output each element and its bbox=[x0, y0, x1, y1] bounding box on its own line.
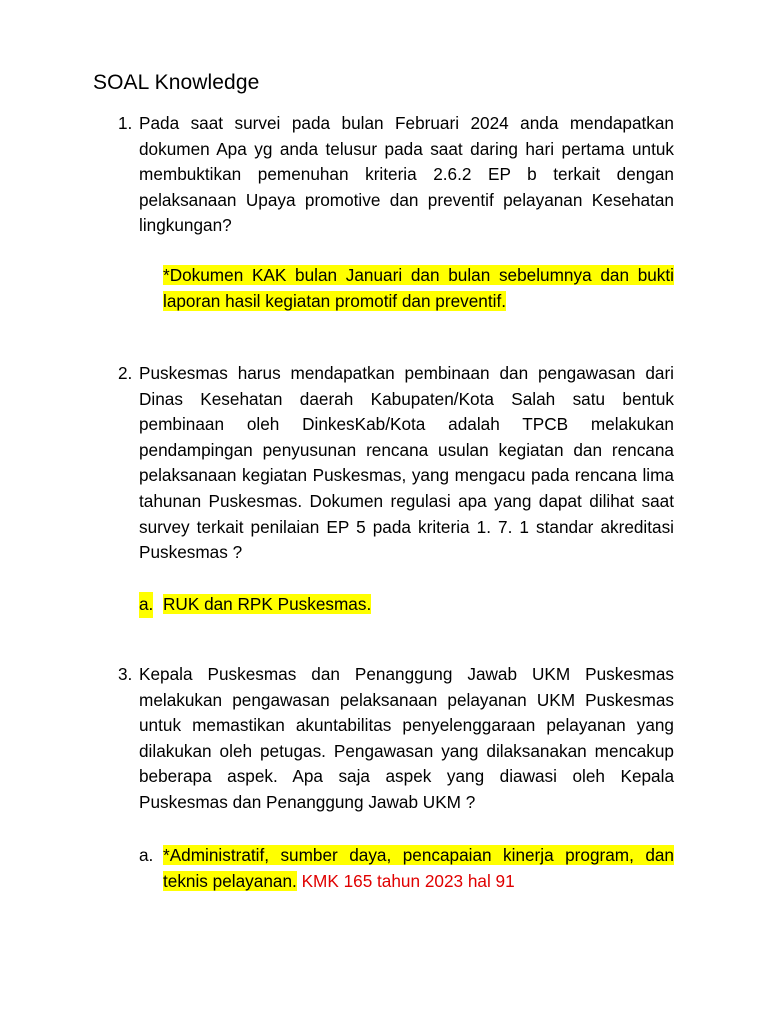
answer-text: RUK dan RPK Puskesmas. bbox=[163, 594, 372, 614]
document-title: SOAL Knowledge bbox=[93, 71, 260, 94]
question-text: Kepala Puskesmas dan Penanggung Jawab UKM Puskesmas melakukan pengawasan pelaksanaan pelayanan UKM Puskesmas untuk memastikan akuntabilitas penyelenggaraan pelayanan yang dilakukan oleh petugas. Pengawasan yang dilaksanakan mencakup beberapa aspek. Apa saja aspek yang diawasi oleh Kepala Puskesmas dan Penanggung Jawab UKM ? bbox=[139, 664, 674, 812]
question-number: 1. bbox=[118, 113, 133, 133]
question-number: 3. bbox=[118, 664, 133, 684]
question-3 bbox=[118, 662, 674, 816]
answer-3 bbox=[139, 843, 674, 894]
answer-label: a. bbox=[139, 592, 153, 618]
question-number: 2. bbox=[118, 363, 133, 383]
question-text: Pada saat survei pada bulan Februari 2024 anda mendapatkan dokumen Apa yg anda telusur pada saat daring hari pertama untuk membuktikan pemenuhan kriteria 2.6.2 EP b terkait dengan pelaksanaan Upaya promotive dan preventif pelayanan Kesehatan lingkungan? bbox=[139, 113, 674, 236]
answer-reference-note: KMK 165 tahun 2023 hal 91 bbox=[301, 870, 515, 891]
question-text: Puskesmas harus mendapatkan pembinaan dan pengawasan dari Dinas Kesehatan daerah Kabupaten/Kota Salah satu bentuk pembinaan oleh DinkesKab/Kota adalah TPCB melakukan pendampingan penyusunan rencana usulan kegiatan dan rencana pelaksanaan kegiatan Puskesmas, yang mengacu pada rencana lima tahunan Puskesmas. Dokumen regulasi apa yang dapat dilihat saat survey terkait penilaian EP 5 pada kriteria 1. 7. 1 standar akreditasi Puskesmas ? bbox=[139, 363, 674, 563]
question-1 bbox=[118, 111, 674, 239]
answer-1 bbox=[139, 263, 674, 314]
answer-2 bbox=[139, 592, 674, 618]
answer-label: a. bbox=[139, 845, 154, 865]
answer-text: *Dokumen KAK bulan Januari dan bulan sebelumnya dan bukti laporan hasil kegiatan promotif dan preventif. bbox=[163, 265, 674, 311]
question-2 bbox=[118, 361, 674, 566]
answer-text: *Administratif, sumber daya, pencapaian kinerja program, dan teknis pelayanan. bbox=[163, 845, 674, 891]
